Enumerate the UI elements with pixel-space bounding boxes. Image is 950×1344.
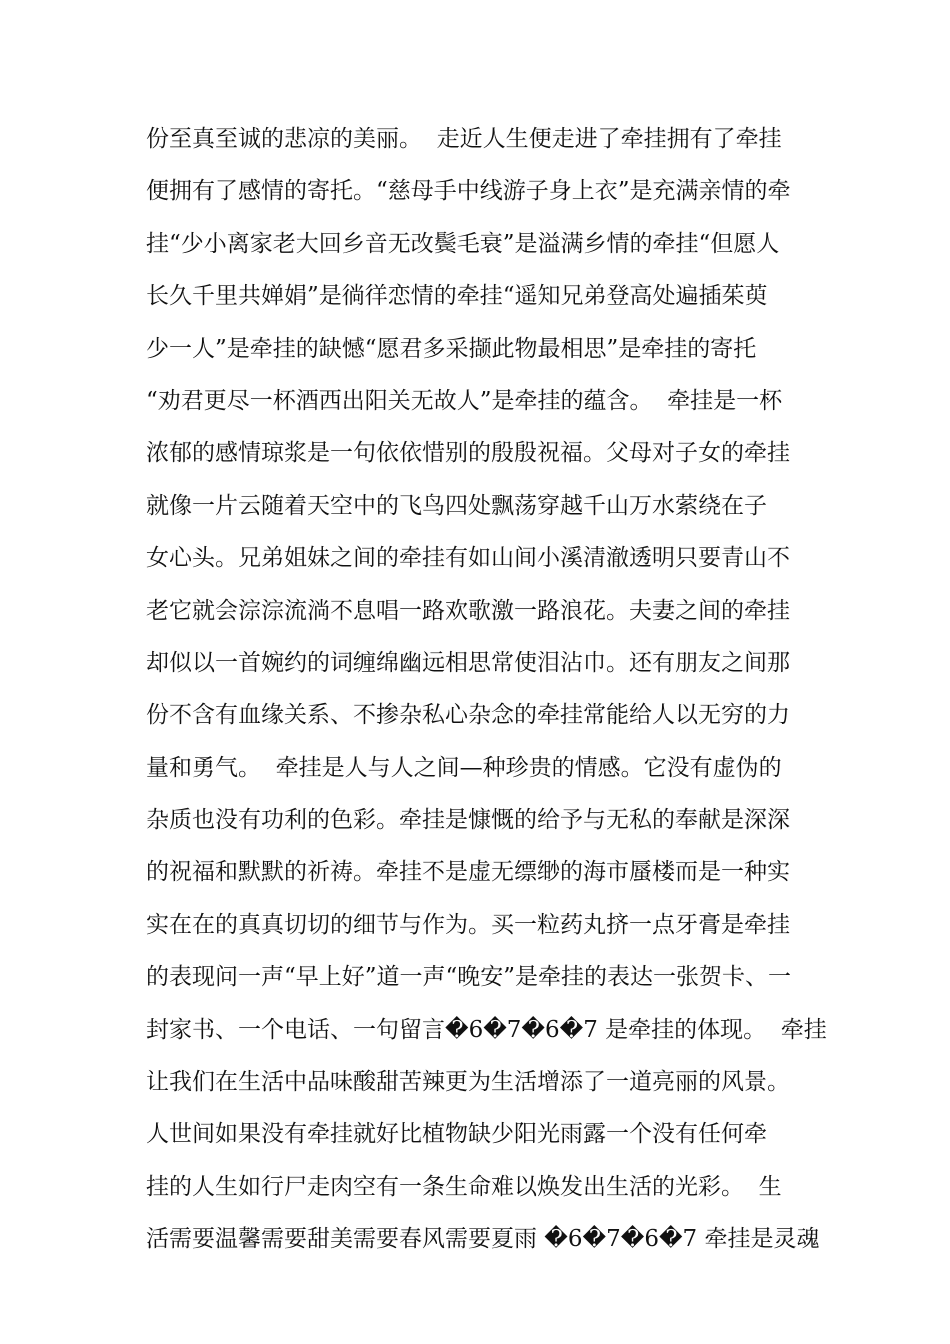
text-line: 杂质也没有功利的色彩。牵挂是慷慨的给予与无私的奉献是深深: [146, 807, 790, 834]
text-line: 女心头。兄弟姐妹之间的牵挂有如山间小溪清澈透明只要青山不: [146, 545, 790, 572]
text-line: 让我们在生活中品味酸甜苦辣更为生活增添了一道亮丽的风景。: [146, 1069, 790, 1096]
text-line: 量和勇气。 牵挂是人与人之间—种珍贵的情感。它没有虚伪的: [146, 754, 782, 781]
text-line: 浓郁的感情琼浆是一句依依惜别的殷殷祝福。父母对子女的牵挂: [146, 440, 790, 467]
body-text: [146, 113, 827, 1266]
text-line: 份不含有血缘关系、不掺杂私心杂念的牵挂常能给人以无穷的力: [146, 702, 790, 729]
text-line: 却似以一首婉约的词缠绵幽远相思常使泪沾巾。还有朋友之间那: [146, 649, 790, 676]
text-line: 便拥有了感情的寄托。“慈母手中线游子身上衣”是充满亲情的牵: [146, 178, 791, 205]
text-line: “劝君更尽一杯酒西出阳关无故人”是牵挂的蕴含。 牵挂是一杯: [146, 387, 783, 414]
text-line: 人世间如果没有牵挂就好比植物缺少阳光雨露一个没有任何牵: [146, 1121, 767, 1148]
text-line: 老它就会淙淙流淌不息唱一路欢歌激一路浪花。夫妻之间的牵挂: [146, 597, 790, 624]
text-line: 长久千里共婵娟”是徜徉恋情的牵挂“遥知兄弟登高处遍插茱萸: [146, 283, 768, 310]
text-line: 封家书、一个电话、一句留言�6�7�6�7 是牵挂的体现。 牵挂: [146, 1016, 827, 1043]
text-line: 少一人”是牵挂的缺憾“愿君多采撷此物最相思”是牵挂的寄托: [146, 335, 757, 362]
text-line: 就像一片云随着天空中的飞鸟四处飘荡穿越千山万水萦绕在子: [146, 492, 767, 519]
text-line: 份至真至诚的悲凉的美丽。 走近人生便走进了牵挂拥有了牵挂: [146, 126, 782, 152]
text-line: 活需要温馨需要甜美需要春风需要夏雨 �6�7�6�7 牵挂是灵魂: [146, 1226, 820, 1253]
text-line: 挂的人生如行尸走肉空有一条生命难以焕发出生活的光彩。 生: [146, 1173, 782, 1200]
text-line: 实在在的真真切切的细节与作为。买一粒药丸挤一点牙膏是牵挂: [146, 911, 790, 938]
text-line: 的祝福和默默的祈祷。牵挂不是虚无缥缈的海市蜃楼而是一种实: [146, 859, 790, 886]
text-line: 的表现问一声“早上好”道一声“晚安”是牵挂的表达一张贺卡、一: [146, 964, 792, 991]
text-line: 挂“少小离家老大回乡音无改鬓毛衰”是溢满乡情的牵挂“但愿人: [146, 230, 780, 257]
